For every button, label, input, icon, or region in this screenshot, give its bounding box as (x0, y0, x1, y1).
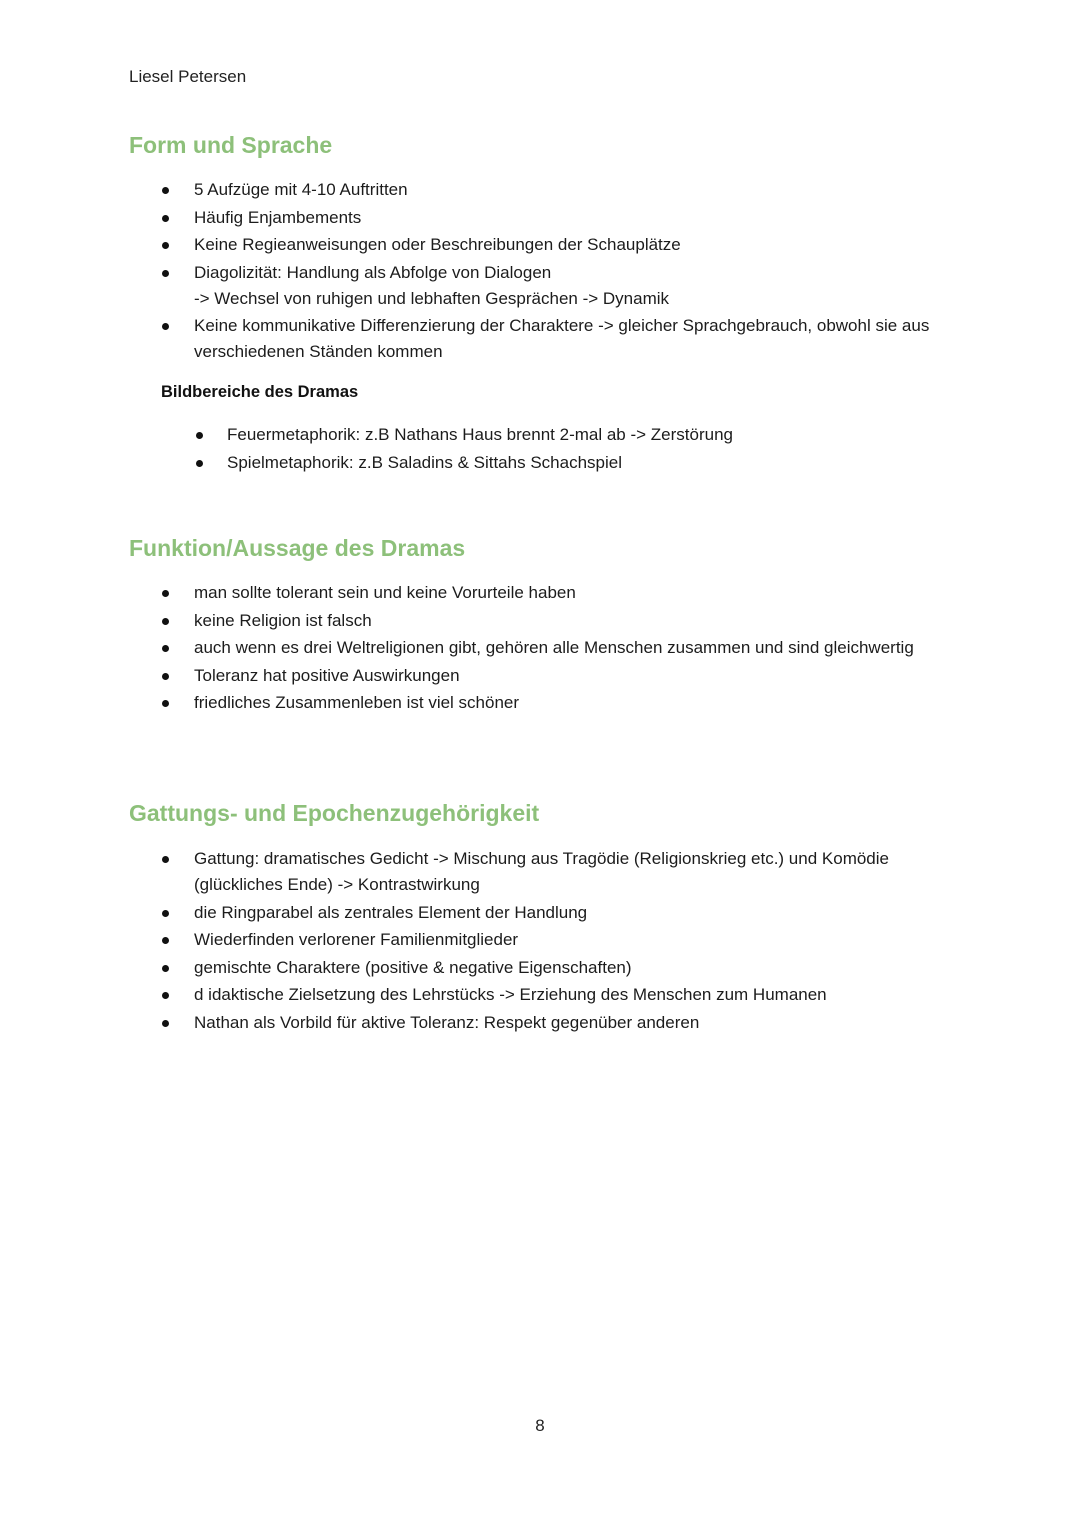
bullet-icon (162, 618, 169, 625)
list-item: die Ringparabel als zentrales Element der Handlung (0, 900, 1000, 926)
bullet-icon (162, 673, 169, 680)
list-item: gemischte Charaktere (positive & negative Eigenschaften) (0, 955, 1000, 981)
list-item: auch wenn es drei Weltreligionen gibt, gehören alle Menschen zusammen und sind gleichwertig (0, 635, 1000, 661)
section-heading-form-und-sprache: Form und Sprache (129, 132, 333, 158)
list-item: friedliches Zusammenleben ist viel schöner (0, 690, 1000, 716)
bullet-list-bildbereiche (0, 422, 1000, 477)
bullet-icon (162, 270, 169, 277)
bullet-icon (162, 856, 169, 863)
list-item: Häufig Enjambements (0, 205, 1000, 231)
bullet-icon (162, 937, 169, 944)
list-item: Spielmetaphorik: z.B Saladins & Sittahs Schachspiel (0, 450, 1000, 476)
list-item: Gattung: dramatisches Gedicht -> Mischung aus Tragödie (Religionskrieg etc.) und Komödie (glückliches Ende) -> Kontrastwirkung (0, 846, 1000, 898)
list-item: Diagolizität: Handlung als Abfolge von Dialogen -> Wechsel von ruhigen und lebhaften Gesprächen -> Dynamik (0, 260, 1000, 312)
list-item: Keine kommunikative Differenzierung der Charaktere -> gleicher Sprachgebrauch, obwohl sie aus verschiedenen Ständen kommen (0, 313, 1000, 365)
bullet-icon (162, 910, 169, 917)
bullet-icon (162, 992, 169, 999)
list-item: 5 Aufzüge mit 4-10 Auftritten (0, 177, 1000, 203)
bullet-icon (162, 323, 169, 330)
bullet-icon (162, 215, 169, 222)
bullet-icon (162, 590, 169, 597)
bullet-list-gattung-epoche (0, 846, 1000, 1037)
section-heading-funktion-aussage: Funktion/Aussage des Dramas (129, 535, 466, 561)
list-item: Keine Regieanweisungen oder Beschreibungen der Schauplätze (0, 232, 1000, 258)
list-item: d idaktische Zielsetzung des Lehrstücks -> Erziehung des Menschen zum Humanen (0, 982, 1000, 1008)
list-item: keine Religion ist falsch (0, 608, 1000, 634)
list-item: Feuermetaphorik: z.B Nathans Haus brennt 2-mal ab -> Zerstörung (0, 422, 1000, 448)
bullet-icon (162, 700, 169, 707)
page-number: 8 (535, 1416, 545, 1435)
bullet-icon (162, 965, 169, 972)
bullet-icon (162, 242, 169, 249)
bullet-icon (162, 1020, 169, 1027)
author-name: Liesel Petersen (129, 67, 247, 86)
section-heading-gattung-epoche: Gattungs- und Epochenzugehörigkeit (129, 800, 540, 826)
bullet-list-funktion-aussage (0, 580, 1000, 718)
list-item: Wiederfinden verlorener Familienmitglieder (0, 927, 1000, 953)
subsection-heading-bildbereiche: Bildbereiche des Dramas (161, 383, 359, 401)
bullet-icon (162, 645, 169, 652)
list-item: man sollte tolerant sein und keine Vorurteile haben (0, 580, 1000, 606)
bullet-icon (162, 187, 169, 194)
list-item: Toleranz hat positive Auswirkungen (0, 663, 1000, 689)
bullet-icon (196, 460, 203, 467)
list-item: Nathan als Vorbild für aktive Toleranz: Respekt gegenüber anderen (0, 1010, 1000, 1036)
bullet-icon (196, 432, 203, 439)
bullet-list-form-und-sprache (0, 177, 1000, 367)
